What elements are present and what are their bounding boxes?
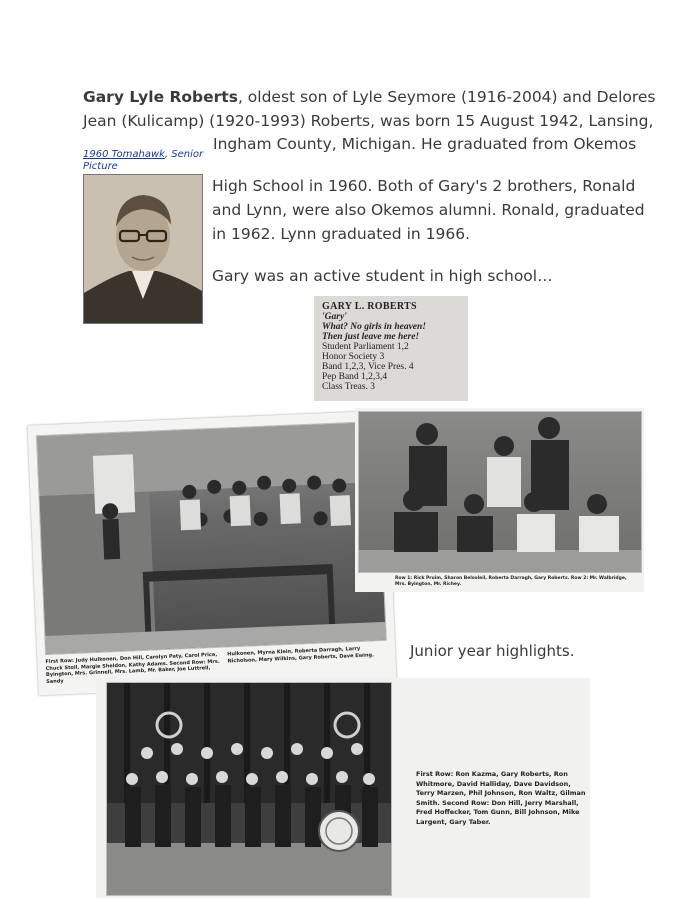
intro-line-5: and Lynn, were also Okemos alumni. Ronald, graduated [212,201,645,219]
yearbook-name: GARY L. ROBERTS [322,301,417,312]
officers-clipping [355,408,644,592]
photo-caption: 1960 Tomahawk, Senior Picture [83,149,204,172]
yearbook-quote-2: Then just leave me here! [322,332,420,342]
group-photo-illustration [37,422,386,654]
parliament-clipping [28,411,397,696]
band-illustration [107,683,391,895]
parliament-group-photo [36,421,387,655]
band-caption: First Row: Ron Kazma, Gary Roberts, Ron Whitmore, David Halliday, Dave Davidson, Terry Marzen, Phil Johnson, Ron Waltz, Gilman Smith. Second Row: Don Hill, Jerry Marshall, Fred Hoffecker, Tom Gunn, Bill Johnson, Mike Largent, Gary Taber. [416,770,586,826]
yearbook-activity: Honor Society 3 [322,352,385,362]
intro-line-1: Gary Lyle Roberts, oldest son of Lyle Seymore (1916-2004) and Delores [83,88,656,106]
intro-line-3: Ingham County, Michigan. He graduated from Okemos [213,135,637,153]
intro-line-2: Jean (Kulicamp) (1920-1993) Roberts, was born 15 August 1942, Lansing, [83,112,654,130]
yearbook-nickname: 'Gary' [322,312,347,322]
intro-line-7: Gary was an active student in high school… [212,267,553,285]
intro-line-6: in 1962. Lynn graduated in 1966. [212,225,470,243]
junior-year-label: Junior year highlights. [410,642,575,660]
parliament-caption-left: First Row: Judy Hulkonen, Don Hill, Carolyn Paty, Carol Price, Chuck Stoll, Margie Sheldon, Kathy Adams. Second Row: Mrs. Byington, Mrs. Grinnell, Mrs. Lamb, Mr. Baker, Joe Luttrell, Sandy [45,651,220,685]
yearbook-activity: Band 1,2,3, Vice Pres. 4 [322,362,414,372]
yearbook-activity: Pep Band 1,2,3,4 [322,372,388,382]
officers-caption: Row 1: Rick Pruim, Sharon Belsoleil, Roberta Darragh, Gary Roberts. Row 2: Mr. Walbridge, Mrs. Byington, Mr. Richey. [395,576,627,587]
officers-illustration [359,412,641,572]
yearbook-activity: Student Parliament 1,2 [322,342,409,352]
yearbook-entry [314,296,468,401]
parliament-caption-right: Hulkonen, Myrna Klein, Roberta Darragh, Larry Nicholson, Mary Wilkins, Gary Roberts, Dave Ewing. [227,645,375,664]
portrait-illustration [84,175,202,323]
senior-portrait [83,174,203,324]
tomahawk-link[interactable]: 1960 Tomahawk [83,149,165,160]
yearbook-activity: Class Treas. 3 [322,382,376,392]
person-name: Gary Lyle Roberts [83,88,238,106]
yearbook-quote-1: What? No girls in heaven! [322,322,426,332]
band-photo [106,682,392,896]
intro-line-4: High School in 1960. Both of Gary's 2 brothers, Ronald [212,177,636,195]
officers-photo [358,411,642,573]
